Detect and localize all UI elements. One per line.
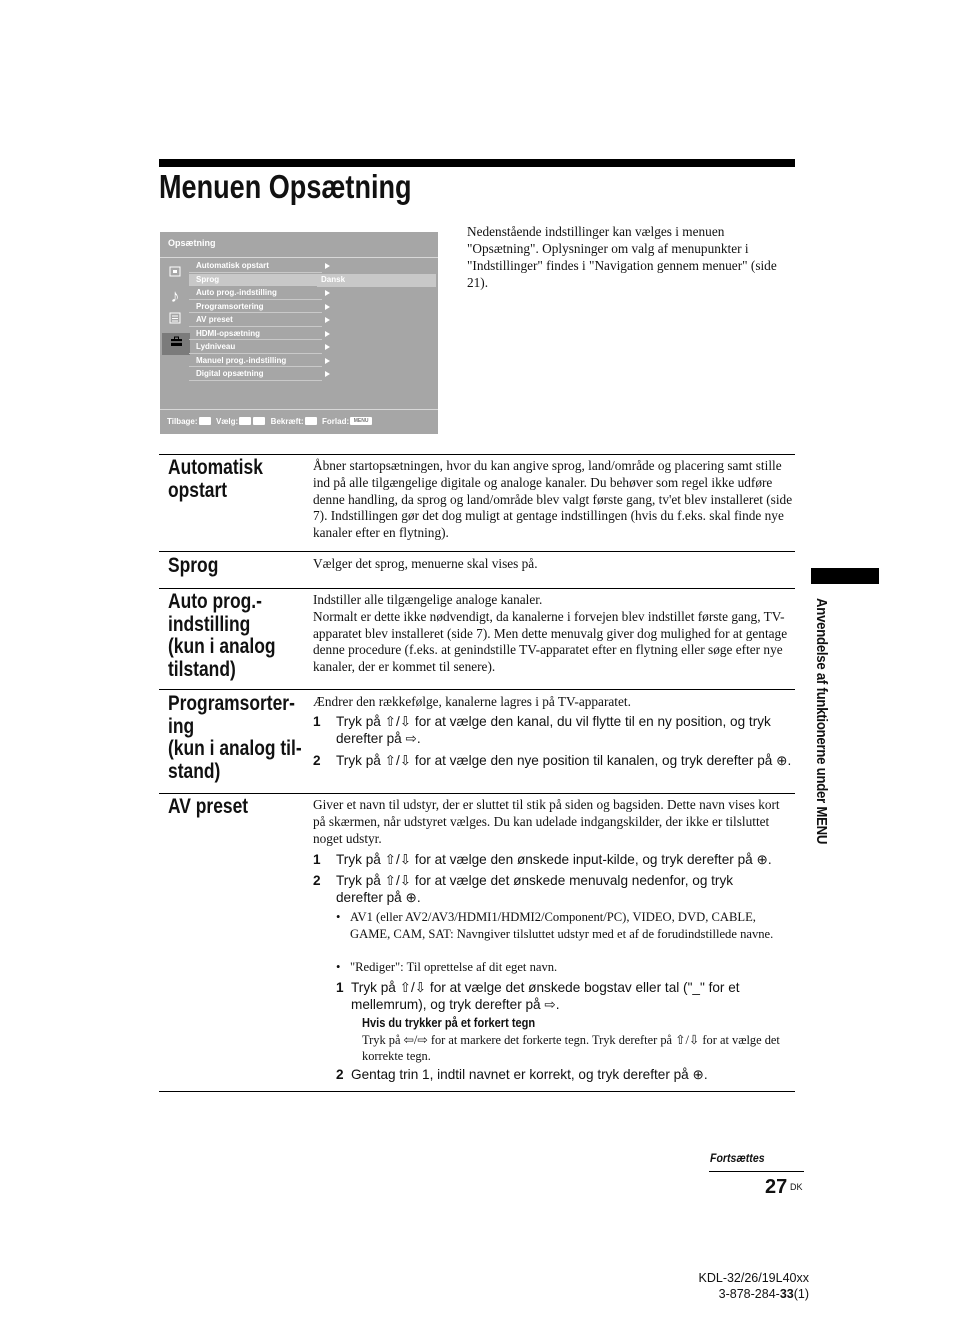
document-code-suffix: (1) <box>793 1287 809 1301</box>
chevron-right-icon <box>325 331 330 337</box>
desc-automatisk-opstart: Åbner startopsætningen, hvor du kan angive sprog, land/område og placering samt stille ind på alle tilgængelige digitale og analoge kanaler. Du behøver som regel ikke udføre denne handling, da sprog og land/område blev valgt første gang, tv'et blev installeret (side 7). Indstillingen gør det dog muligt at gentage indstillingen (hvis du f.eks. skal finde nye kanaler efter en flytning). <box>313 458 793 541</box>
term-automatisk-opstart <box>168 457 263 502</box>
chevron-right-icon <box>325 317 330 323</box>
desc-av-preset: Giver et navn til udstyr, der er sluttet til stik på siden og bagsiden. Dette navn vises kort på skærmen, når udstyret vælges. Du kan udelade indgangskilder, der ikke er tilsluttet noget udstyr. <box>313 797 780 846</box>
desc-sprog: Vælger det sprog, menuerne skal vises på. <box>313 556 538 571</box>
table-rule <box>159 793 795 794</box>
step-number: 2 <box>313 873 321 888</box>
term-line: AV preset <box>168 795 249 818</box>
table-rule <box>159 454 795 455</box>
continues-label: Fortsættes <box>710 1151 765 1165</box>
footer-back-label: Tilbage: <box>167 417 198 426</box>
menu-selected-value[interactable]: Dansk <box>317 274 436 287</box>
term-auto-prog <box>168 591 275 681</box>
menu-divider <box>160 257 438 258</box>
note-text: Tryk på ⇦/⇨ for at markere det forkerte tegn. Tryk derefter på ⇧/⇩ for at vælge det korrekte tegn. <box>362 1033 780 1064</box>
menu-item[interactable] <box>189 314 322 327</box>
step-text: Tryk på ⇧/⇩ for at vælge det ønskede bogstav eller tal ("_" for et mellemrum), og tryk derefter på ⇨. <box>351 980 740 1013</box>
menu-item[interactable] <box>189 287 322 300</box>
page-language: DK <box>790 1182 803 1192</box>
step-number: 2 <box>336 1067 344 1082</box>
menu-icon-column <box>162 260 188 384</box>
side-tab-marker <box>811 568 879 584</box>
table-rule <box>159 551 795 552</box>
picture-icon <box>164 263 186 283</box>
menu-item-label: Automatisk opstart <box>196 261 269 270</box>
term-line: Auto prog.- <box>168 590 262 613</box>
term-line: indstilling <box>168 612 251 636</box>
chevron-right-icon <box>325 344 330 350</box>
term-line: Sprog <box>168 554 219 577</box>
note-title: Hvis du trykker på et forkert tegn <box>362 1015 536 1030</box>
bullet-text: AV1 (eller AV2/AV3/HDMI1/HDMI2/Component/PC), VIDEO, DVD, CABLE, GAME, CAM, SAT: Navngiver tilsluttet udstyr med et af de forudindstillede navne. <box>350 910 774 941</box>
footer-select-label: Vælg: <box>215 417 239 426</box>
menu-item-label: HDMI-opsætning <box>196 328 260 338</box>
term-sprog <box>168 555 218 578</box>
model-number: KDL-32/26/19L40xx <box>698 1271 809 1285</box>
document-code-part: 3-878-284- <box>718 1287 780 1301</box>
desc-programsortering: Ændrer den rækkefølge, kanalerne lagres i på TV-apparatet. <box>313 694 631 709</box>
chevron-right-icon <box>325 358 330 364</box>
chevron-right-icon <box>325 290 330 296</box>
term-line: tilstand) <box>168 657 236 681</box>
step-text: Gentag trin 1, indtil navnet er korrekt, og tryk derefter på ⊕. <box>351 1067 708 1082</box>
step-number: 1 <box>313 852 321 867</box>
menu-item[interactable] <box>189 355 322 368</box>
menu-item-label: Programsortering <box>196 301 264 311</box>
term-line: Automatisk <box>168 456 263 479</box>
term-line: Programsorter- <box>168 692 295 715</box>
down-key-icon <box>253 417 265 425</box>
model-info <box>640 1270 809 1302</box>
chevron-right-icon <box>325 371 330 377</box>
menu-item[interactable] <box>189 260 322 273</box>
document-code <box>640 1286 809 1302</box>
menu-item-selected[interactable] <box>189 274 322 287</box>
menu-screenshot <box>160 232 438 434</box>
menu-item[interactable] <box>189 301 322 314</box>
toolbox-icon <box>162 333 190 355</box>
list-icon <box>164 310 186 330</box>
step-number: 1 <box>336 980 344 995</box>
menu-item[interactable] <box>189 341 322 354</box>
desc-auto-prog: Indstiller alle tilgængelige analoge kanaler. Normalt er dette ikke nødvendigt, da kanalerne i forvejen blev indstillet første gang, TV-apparatet blev installeret (side 7). Men dette menuvalg giver dog mulighed for at gentage denne procedure (f.eks. at genindstille TV-apparatet efter en flytning eller søge efter nye kanaler, der er kommet til senere). <box>313 592 788 675</box>
bullet-text: "Rediger": Til oprettelse af dit eget navn. <box>350 960 558 974</box>
continues-rule <box>709 1171 804 1172</box>
step-text: Tryk på ⇧/⇩ for at vælge den kanal, du vil flytte til en ny position, og tryk derefter på ⇨. <box>336 714 771 747</box>
footer-confirm-label: Bekræft: <box>270 417 304 426</box>
term-line: (kun i analog <box>168 635 276 658</box>
step-number: 2 <box>313 753 321 768</box>
chevron-right-icon <box>325 304 330 310</box>
table-rule <box>159 588 795 589</box>
step-text: Tryk på ⇧/⇩ for at vælge den ønskede input-kilde, og tryk derefter på ⊕. <box>336 852 772 867</box>
table-rule <box>159 1091 795 1092</box>
term-line: opstart <box>168 478 228 502</box>
menu-item-label: Auto prog.-indstilling <box>196 288 277 297</box>
term-line: stand) <box>168 759 221 783</box>
menu-item-label: AV preset <box>196 315 233 324</box>
menu-item-label: Digital opsætning <box>196 369 264 378</box>
menu-footer <box>167 417 373 426</box>
term-av-preset <box>168 796 248 819</box>
term-line: (kun i analog til- <box>168 737 302 760</box>
footer-exit-label: Forlad: <box>322 417 350 426</box>
menu-item[interactable] <box>189 328 322 341</box>
page-title: Menuen Opsætning <box>159 168 412 205</box>
side-tab-label: Anvendelse af funktionerne under MENU <box>813 598 830 845</box>
title-rule <box>159 159 795 167</box>
up-key-icon <box>239 417 251 425</box>
table-rule <box>159 689 795 690</box>
music-note-icon: ♪ <box>170 286 180 306</box>
term-line: ing <box>168 714 195 738</box>
step-text: Tryk på ⇧/⇩ for at vælge det ønskede menuvalg nedenfor, og tryk derefter på ⊕. <box>336 873 734 906</box>
page-number: 27 <box>765 1176 788 1198</box>
back-key-icon <box>199 417 211 425</box>
document-code-bold: 33 <box>779 1287 794 1301</box>
menu-title: Opsætning <box>168 238 216 248</box>
menu-item[interactable] <box>189 368 322 381</box>
step-number: 1 <box>313 714 321 729</box>
bullet-dot-icon: • <box>336 910 341 924</box>
menu-item-label: Lydniveau <box>196 342 236 351</box>
step-text: Tryk på ⇧/⇩ for at vælge den nye position til kanalen, og tryk derefter på ⊕. <box>336 753 792 768</box>
intro-text: Nedenstående indstillinger kan vælges i menuen "Opsætning". Oplysninger om valg af menupunkter i "Indstillinger" findes i "Navigation gennem menuer" (side 21). <box>467 224 777 290</box>
menu-item-label: Manuel prog.-indstilling <box>196 355 287 365</box>
menu-divider <box>160 409 438 410</box>
chevron-right-icon <box>325 263 330 269</box>
menu-item-label: Sprog <box>196 274 220 284</box>
term-programsortering <box>168 693 302 783</box>
enter-key-icon <box>305 417 317 425</box>
menu-key-icon: MENU <box>350 417 372 425</box>
bullet-dot-icon: • <box>336 960 341 974</box>
